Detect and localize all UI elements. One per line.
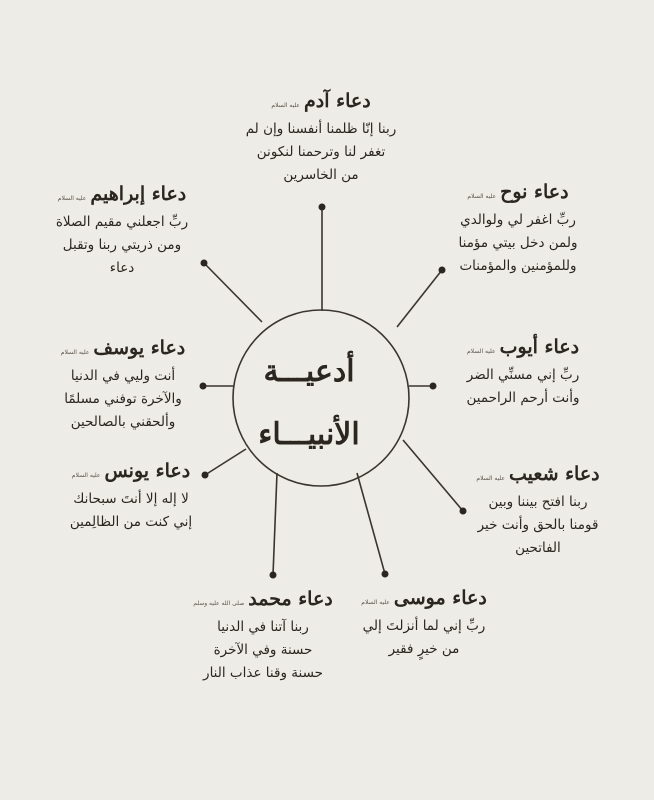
spoke-dot-adam xyxy=(319,204,326,211)
prayer-nuh-line: ربِّ اغفر لي ولوالدي xyxy=(460,212,576,228)
prayer-shuayb-title: دعاء شعيب xyxy=(509,463,600,485)
prayer-shuayb-header xyxy=(448,463,628,485)
prayer-yusuf-title: دعاء يوسف xyxy=(93,337,186,359)
prayer-yunus-text xyxy=(36,488,226,534)
prayer-muhammad-line: ربنا آتنا في الدنيا xyxy=(217,619,309,635)
prayer-ayyub-line: ربِّ إني مسنِّي الضر xyxy=(466,367,580,383)
prayer-musa-line: من خيرٍ فقير xyxy=(388,641,460,657)
prayer-muhammad-header xyxy=(168,588,358,610)
prayer-ibrahim-line: دعاء xyxy=(109,260,135,276)
prayer-adam-text xyxy=(226,118,416,187)
spoke-musa xyxy=(357,473,385,574)
prayer-yusuf-honorific: عليه السلام xyxy=(60,349,90,356)
prayer-yusuf-text xyxy=(28,365,218,434)
prayer-ayyub-text xyxy=(428,364,618,410)
prayer-yusuf-line: وألحقني بالصالحين xyxy=(70,414,176,430)
prayer-yunus-honorific: عليه السلام xyxy=(71,472,101,479)
center-circle xyxy=(233,310,409,486)
prayer-adam-title: دعاء آدم xyxy=(304,90,371,112)
prayer-muhammad-line: حسنة وفي الآخرة xyxy=(213,642,313,658)
prayer-ibrahim-line: ومن ذريتي ربنا وتقبل xyxy=(62,237,182,253)
center-title-line2: الأنبيـــاء xyxy=(258,417,360,452)
prayer-yunus xyxy=(36,460,226,534)
prayer-adam-header xyxy=(226,90,416,112)
prayer-ibrahim-text xyxy=(22,211,222,280)
prayer-musa xyxy=(334,587,514,661)
prayer-musa-honorific: عليه السلام xyxy=(361,599,390,606)
prayer-nuh-line: ولمن دخل بيتي مؤمنا xyxy=(458,235,578,251)
prayer-shuayb-text xyxy=(448,491,628,560)
prayer-shuayb xyxy=(448,463,628,560)
prayer-ibrahim-honorific: عليه السلام xyxy=(57,195,87,202)
prayer-adam-honorific: عليه السلام xyxy=(271,102,301,109)
prayer-nuh-title: دعاء نوح xyxy=(500,181,569,203)
prayer-muhammad-line: حسنة وقنا عذاب النار xyxy=(203,665,323,681)
spoke-dot-musa xyxy=(382,571,389,578)
prayer-musa-title: دعاء موسى xyxy=(393,587,487,609)
prayer-nuh-text xyxy=(418,209,618,278)
prayer-ayyub-header xyxy=(428,336,618,358)
center-title-line1: أدعيـــة xyxy=(263,354,355,389)
prayer-shuayb-line: الفاتحين xyxy=(515,540,561,556)
prayer-ayyub-line: وأنت أرحم الراحمين xyxy=(466,390,580,406)
prayer-yusuf-line: أنت وليي في الدنيا xyxy=(70,368,176,384)
prayer-muhammad-text xyxy=(168,616,358,685)
prayer-yunus-line: لا إله إلا أنتَ سبحانك xyxy=(73,491,189,507)
prayer-nuh-honorific: عليه السلام xyxy=(467,193,497,200)
prayer-adam-line: ربنا إنّا ظلمنا أنفسنا وإن لم xyxy=(245,121,397,137)
prayer-yunus-line: إني كنت من الظالِمين xyxy=(69,514,193,530)
prayer-yusuf xyxy=(28,337,218,434)
spoke-dot-muhammad xyxy=(270,572,277,579)
spoke-nuh xyxy=(397,270,442,327)
prayer-ayyub-title: دعاء أيوب xyxy=(499,336,580,358)
prayer-adam-line: تغفر لنا وترحمنا لنكونن xyxy=(256,144,386,160)
prayer-yusuf-line: والآخرة توفني مسلمًا xyxy=(64,391,182,407)
prayer-musa-line: ربِّ إني لما أنزلتَ إلي xyxy=(362,618,486,634)
prayer-adam xyxy=(226,90,416,187)
prayer-yunus-title: دعاء يونس xyxy=(104,460,191,482)
prayer-muhammad-title: دعاء محمد xyxy=(248,588,333,610)
spoke-muhammad xyxy=(273,473,277,575)
prayer-shuayb-line: قومنا بالحق وأنت خير xyxy=(477,517,599,533)
prayer-shuayb-line: ربنا افتح بيننا وبين xyxy=(488,494,588,510)
prayer-muhammad xyxy=(168,588,358,685)
prayer-nuh-line: وللمؤمنين والمؤمنات xyxy=(459,258,577,274)
prayer-ibrahim-header xyxy=(22,183,222,205)
prayer-muhammad-honorific: صلى الله عليه وسلم xyxy=(193,600,245,607)
prayer-ayyub-honorific: عليه السلام xyxy=(466,348,496,355)
prayer-ibrahim xyxy=(22,183,222,280)
prayer-ibrahim-line: ربِّ اجعلني مقيم الصلاة xyxy=(55,214,189,230)
prayer-ibrahim-title: دعاء إبراهيم xyxy=(90,183,187,205)
prayer-shuayb-honorific: عليه السلام xyxy=(476,475,506,482)
prayer-ayyub xyxy=(428,336,618,410)
prayer-adam-line: من الخاسرين xyxy=(283,167,359,183)
prayer-yusuf-header xyxy=(28,337,218,359)
prayer-nuh-header xyxy=(418,181,618,203)
prayer-nuh xyxy=(418,181,618,278)
prayer-yunus-header xyxy=(36,460,226,482)
prayer-musa-text xyxy=(334,615,514,661)
prayer-musa-header xyxy=(334,587,514,609)
